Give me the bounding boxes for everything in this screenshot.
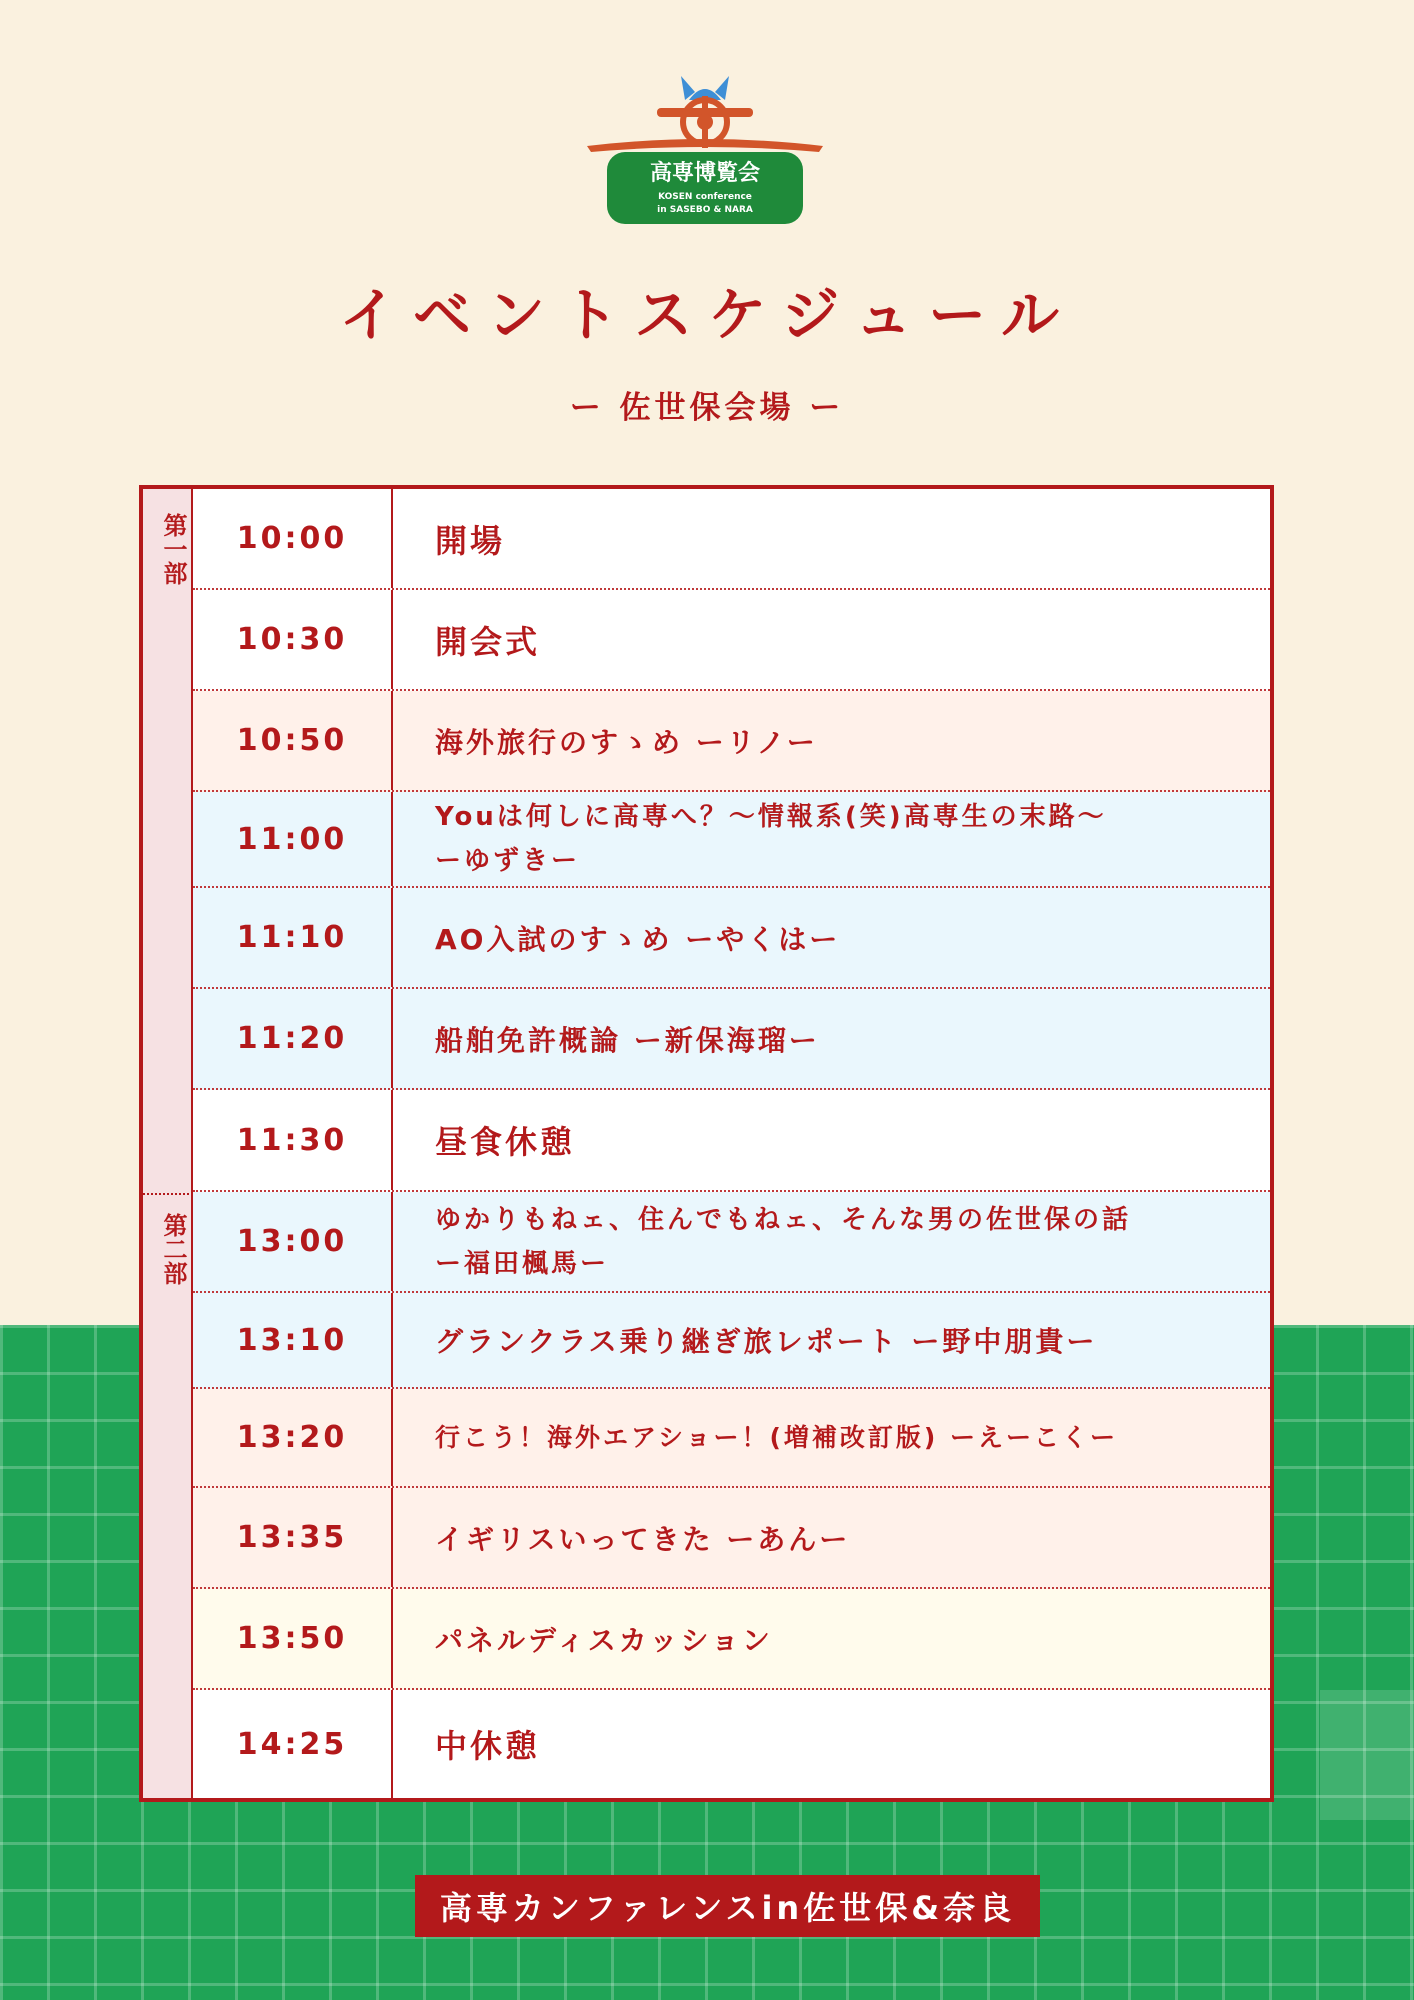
row-event: 海外旅行のすゝめ ーリノー xyxy=(435,725,818,759)
schedule-table xyxy=(139,485,1274,1802)
row-time: 11:20 xyxy=(193,989,393,1088)
row-event: グランクラス乗り継ぎ旅レポート ー野中朋貴ー xyxy=(435,1325,1098,1358)
part-divider xyxy=(143,1193,193,1195)
logo-text-en-1: KOSEN conference xyxy=(658,192,752,202)
row-time: 13:10 xyxy=(193,1293,393,1387)
row-time: 11:30 xyxy=(193,1090,393,1190)
schedule-row xyxy=(193,1690,1270,1798)
schedule-row xyxy=(193,792,1270,888)
row-event: 中休憩 xyxy=(435,1727,541,1765)
row-time: 10:30 xyxy=(193,590,393,689)
schedule-row xyxy=(193,1090,1270,1192)
schedule-row xyxy=(193,489,1270,590)
schedule-row xyxy=(193,888,1270,989)
schedule-row xyxy=(193,1192,1270,1293)
schedule-row xyxy=(193,691,1270,792)
footer-banner: 高専カンファレンスin佐世保&奈良 xyxy=(415,1875,1040,1937)
part-label-2: 第二部 xyxy=(159,1213,187,1285)
row-time: 13:35 xyxy=(193,1488,393,1587)
row-event: AO入試のすゝめ ーやくはー xyxy=(435,922,841,956)
row-event: 開会式 xyxy=(435,622,541,661)
schedule-row xyxy=(193,989,1270,1090)
part-column xyxy=(143,489,193,1798)
schedule-row xyxy=(193,1293,1270,1389)
row-event: イギリスいってきた ーあんー xyxy=(435,1522,851,1556)
schedule-row xyxy=(193,1488,1270,1589)
row-time: 11:00 xyxy=(193,792,393,886)
schedule-row xyxy=(193,1389,1270,1488)
logo-text-jp: 高専博覧会 xyxy=(649,161,761,186)
row-event: 行こう！海外エアショー！(増補改訂版) ーえーこくー xyxy=(435,1422,1119,1452)
row-event: パネルディスカッション xyxy=(435,1623,773,1657)
logo-text-en-2: in SASEBO & NARA xyxy=(657,205,753,215)
decorative-square xyxy=(1320,1690,1414,1820)
venue-subtitle: ー 佐世保会場 ー xyxy=(569,390,845,426)
schedule-row xyxy=(193,1589,1270,1690)
row-event: 船舶免許概論 ー新保海瑠ー xyxy=(435,1023,820,1057)
kosen-conference-logo xyxy=(585,70,825,230)
schedule-row xyxy=(193,590,1270,691)
row-time: 14:25 xyxy=(193,1690,393,1798)
row-time: 11:10 xyxy=(193,888,393,987)
row-time: 10:00 xyxy=(193,489,393,588)
row-event: 開場 xyxy=(435,521,506,560)
row-time: 10:50 xyxy=(193,691,393,790)
row-time: 13:20 xyxy=(193,1389,393,1486)
row-event-speaker: ー福田楓馬ー xyxy=(435,1248,610,1279)
part-label-1: 第一部 xyxy=(159,513,187,585)
row-event: 昼食休憩 xyxy=(435,1123,576,1161)
row-time: 13:50 xyxy=(193,1589,393,1688)
row-event: ゆかりもねェ、住んでもねェ、そんな男の佐世保の話 xyxy=(435,1204,1132,1235)
row-time: 13:00 xyxy=(193,1192,393,1291)
row-event-speaker: ーゆずきー xyxy=(435,846,581,876)
page-title: イベントスケジュール xyxy=(339,281,1075,349)
row-event: Youは何しに高専へ？〜情報系(笑)高専生の末路〜 xyxy=(435,802,1107,832)
